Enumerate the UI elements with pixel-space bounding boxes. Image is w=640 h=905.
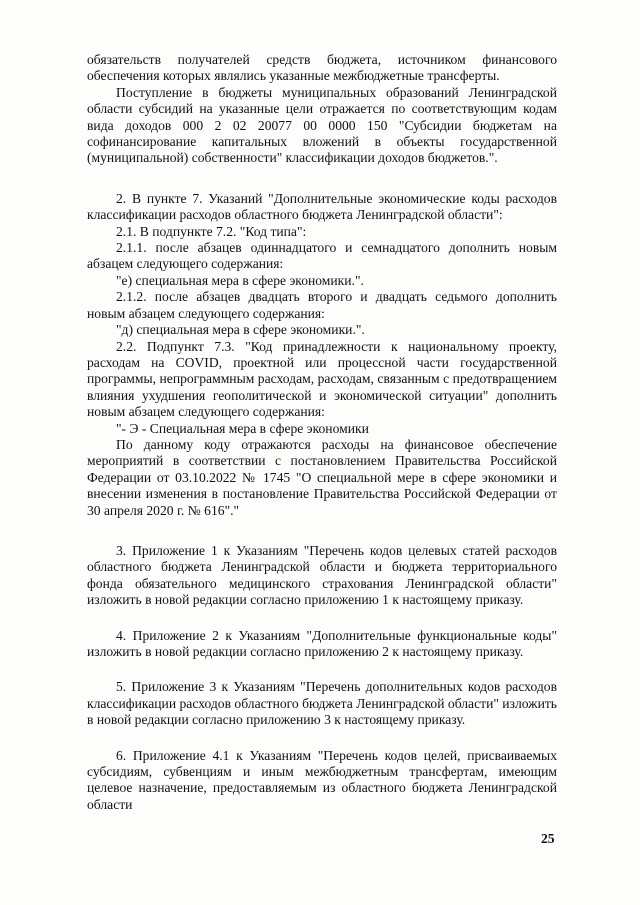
- paragraph-item-2: 2. В пункте 7. Указаний "Дополнительные экономические коды расходов классификации расходов областного бюджета Ленинградской области":: [87, 190, 557, 223]
- paragraph-quote-d: "д) специальная мера в сфере экономики.".: [116, 322, 365, 338]
- paragraph-item-4: 4. Приложение 2 к Указаниям "Дополнительные функциональные коды" изложить в новой редакции согласно приложению 2 к настоящему приказу.: [87, 627, 557, 659]
- paragraph-continuation: обязательств получателей средств бюджета, источником финансового обеспечения которых являлись указанные межбюджетные трансферты.: [87, 52, 557, 84]
- paragraph-item-2-1-1: 2.1.1. после абзацев одиннадцатого и семнадцатого дополнить новым абзацем следующего содержания:: [87, 240, 557, 272]
- paragraph-quote-e: "е) специальная мера в сфере экономики.".: [116, 272, 364, 288]
- paragraph-item-3: 3. Приложение 1 к Указаниям "Перечень кодов целевых статей расходов областного бюджета Ленинградской области и бюджета территориального фонда обязательного медицинского страхования Ленинградской области" изложить в новой редакции согласно приложению 1 к настоящему приказу.: [87, 542, 557, 608]
- section-gap: [87, 609, 557, 628]
- section-gap: [87, 660, 557, 679]
- paragraph-income-receipt: Поступление в бюджеты муниципальных образований Ленинградской области субсидий на указанные цели отражается по соответствующим кодам вида доходов 000 2 02 20077 00 0000 150 "Субсидии бюджетам на софинансирование капитальных вложений в объекты государственной (муниципальной) собственности" классификации доходов бюджетов.".: [87, 84, 557, 166]
- paragraph-item-5: 5. Приложение 3 к Указаниям "Перечень дополнительных кодов расходов классификации расходов областного бюджета Ленинградской области" изложить в новой редакции согласно приложению 3 к настоящему приказу.: [87, 679, 557, 728]
- paragraph-item-2-1-2: 2.1.2. после абзацев двадцать второго и двадцать седьмого дополнить новым абзацем следующего содержания:: [87, 289, 557, 321]
- paragraph-item-6: 6. Приложение 4.1 к Указаниям "Перечень кодов целей, присваиваемых субсидиям, субвенциям и иным межбюджетным трансфертам, имеющим целевое назначение, предоставляемым из областного бюджета Ленинградской области: [87, 747, 557, 812]
- paragraph-code-e: "- Э - Специальная мера в сфере экономики: [116, 420, 369, 436]
- section-gap: [87, 729, 557, 748]
- page-number: 25: [541, 831, 555, 846]
- paragraph-item-2-1: 2.1. В подпункте 7.2. "Код типа":: [116, 223, 307, 239]
- section-gap: [87, 519, 557, 543]
- paragraph-item-2-2: 2.2. Подпункт 7.3. "Код принадлежности к национальному проекту, расходам на COVID, проектной или процессной части государственной программы, непрограммным расходам, расходам, связанным с предотвращением влияния ухудшения геополитической и экономической ситуации" дополнить новым абзацем следующего содержания:: [87, 338, 557, 420]
- paragraph-code-e-description: По данному коду отражаются расходы на финансовое обеспечение мероприятий в соответствии с постановлением Правительства Российской Федерации от 03.10.2022 № 1745 "О специальной мере в сфере экономики и внесении изменения в постановление Правительства Российской Федерации от 30 апреля 2020 г. № 616".": [87, 436, 557, 518]
- section-gap: [87, 167, 557, 191]
- document-body: [87, 52, 557, 813]
